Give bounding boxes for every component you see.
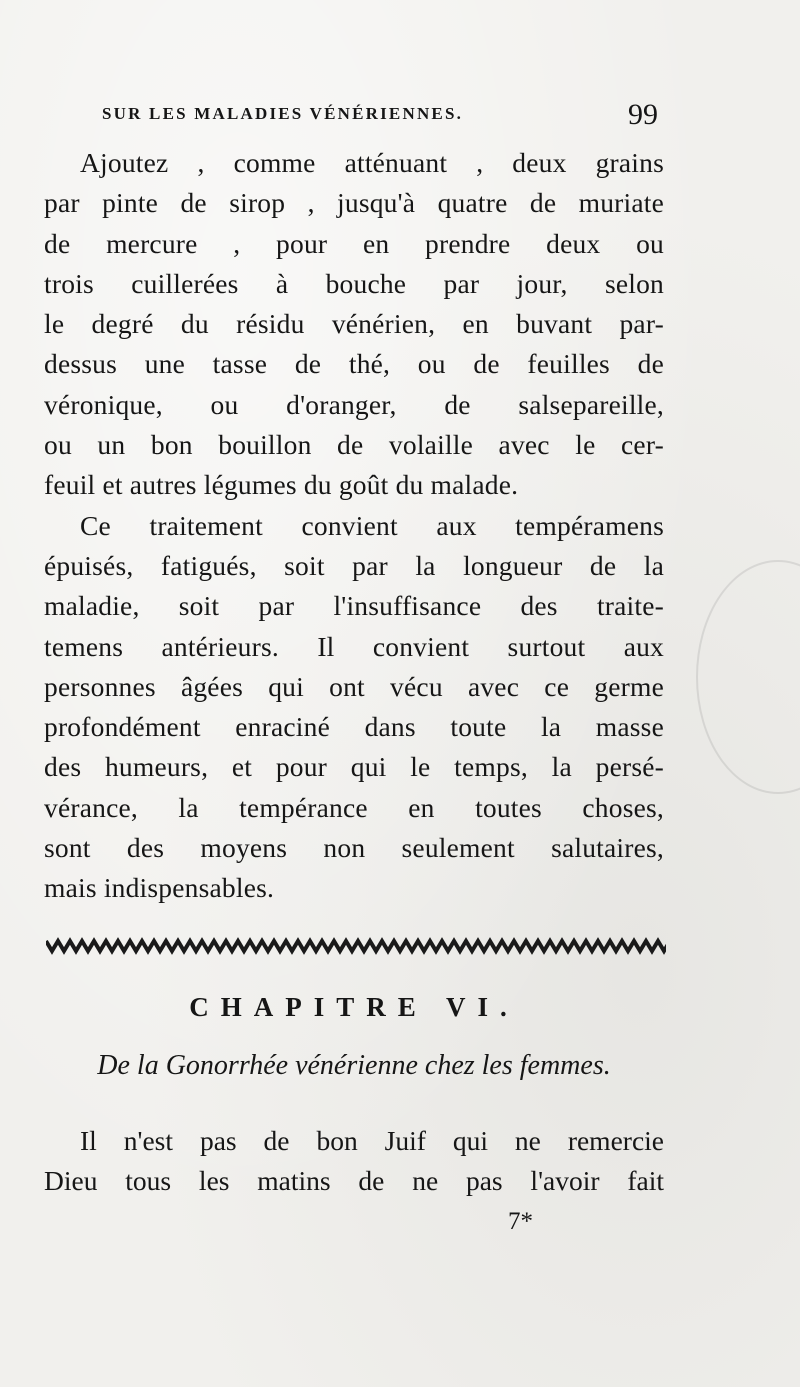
text-line: mais indispensables. [44, 872, 275, 904]
text-line: ou un bon bouillon de volaille avec le cer- [44, 429, 664, 461]
chapter-text [44, 1120, 664, 1201]
text-line: véronique, ou d'oranger, de salsepareille, [44, 388, 664, 420]
text-line: Ce traitement convient aux tempéramens [80, 509, 664, 541]
text-line: sont des moyens non seulement salutaires, [44, 832, 664, 864]
text-line: vérance, la tempérance en toutes choses, [44, 791, 664, 823]
running-head: SUR LES MALADIES VÉNÉRIENNES. [102, 104, 464, 123]
chapter-subtitle: De la Gonorrhée vénérienne chez les femmes. [97, 1050, 611, 1081]
page-number: 99 [628, 98, 658, 131]
text-line: trois cuillerées à bouche par jour, selon [44, 267, 664, 299]
text-line: épuisés, fatigués, soit par la longueur de la [44, 549, 664, 581]
text-line: de mercure , pour en prendre deux ou [44, 227, 664, 259]
text-line: temens antérieurs. Il convient surtout aux [44, 630, 664, 662]
text-line: profondément enraciné dans toute la masse [44, 711, 664, 743]
library-stamp-bleed [696, 560, 800, 794]
text-line: dessus une tasse de thé, ou de feuilles de [44, 348, 664, 380]
text-line: des humeurs, et pour qui le temps, la persé- [44, 751, 664, 783]
text-line: feuil et autres légumes du goût du malade. [44, 469, 519, 501]
text-line: par pinte de sirop , jusqu'à quatre de muriate [44, 187, 664, 219]
text-line: Ajoutez , comme atténuant , deux grains [80, 147, 664, 178]
chapter-title: CHAPITRE VI. [189, 992, 519, 1022]
text-line: Dieu tous les matins de ne pas l'avoir fait [44, 1165, 664, 1197]
ornament-rule [46, 935, 666, 957]
text-line: personnes âgées qui ont vécu avec ce germe [44, 670, 664, 702]
text-line: le degré du résidu vénérien, en buvant par- [44, 308, 664, 340]
signature-mark: 7* [508, 1208, 533, 1235]
page-header [102, 100, 662, 140]
main-text [44, 143, 664, 909]
text-line: maladie, soit par l'insuffisance des traite- [44, 590, 664, 622]
text-line: Il n'est pas de bon Juif qui ne remercie [80, 1125, 664, 1156]
